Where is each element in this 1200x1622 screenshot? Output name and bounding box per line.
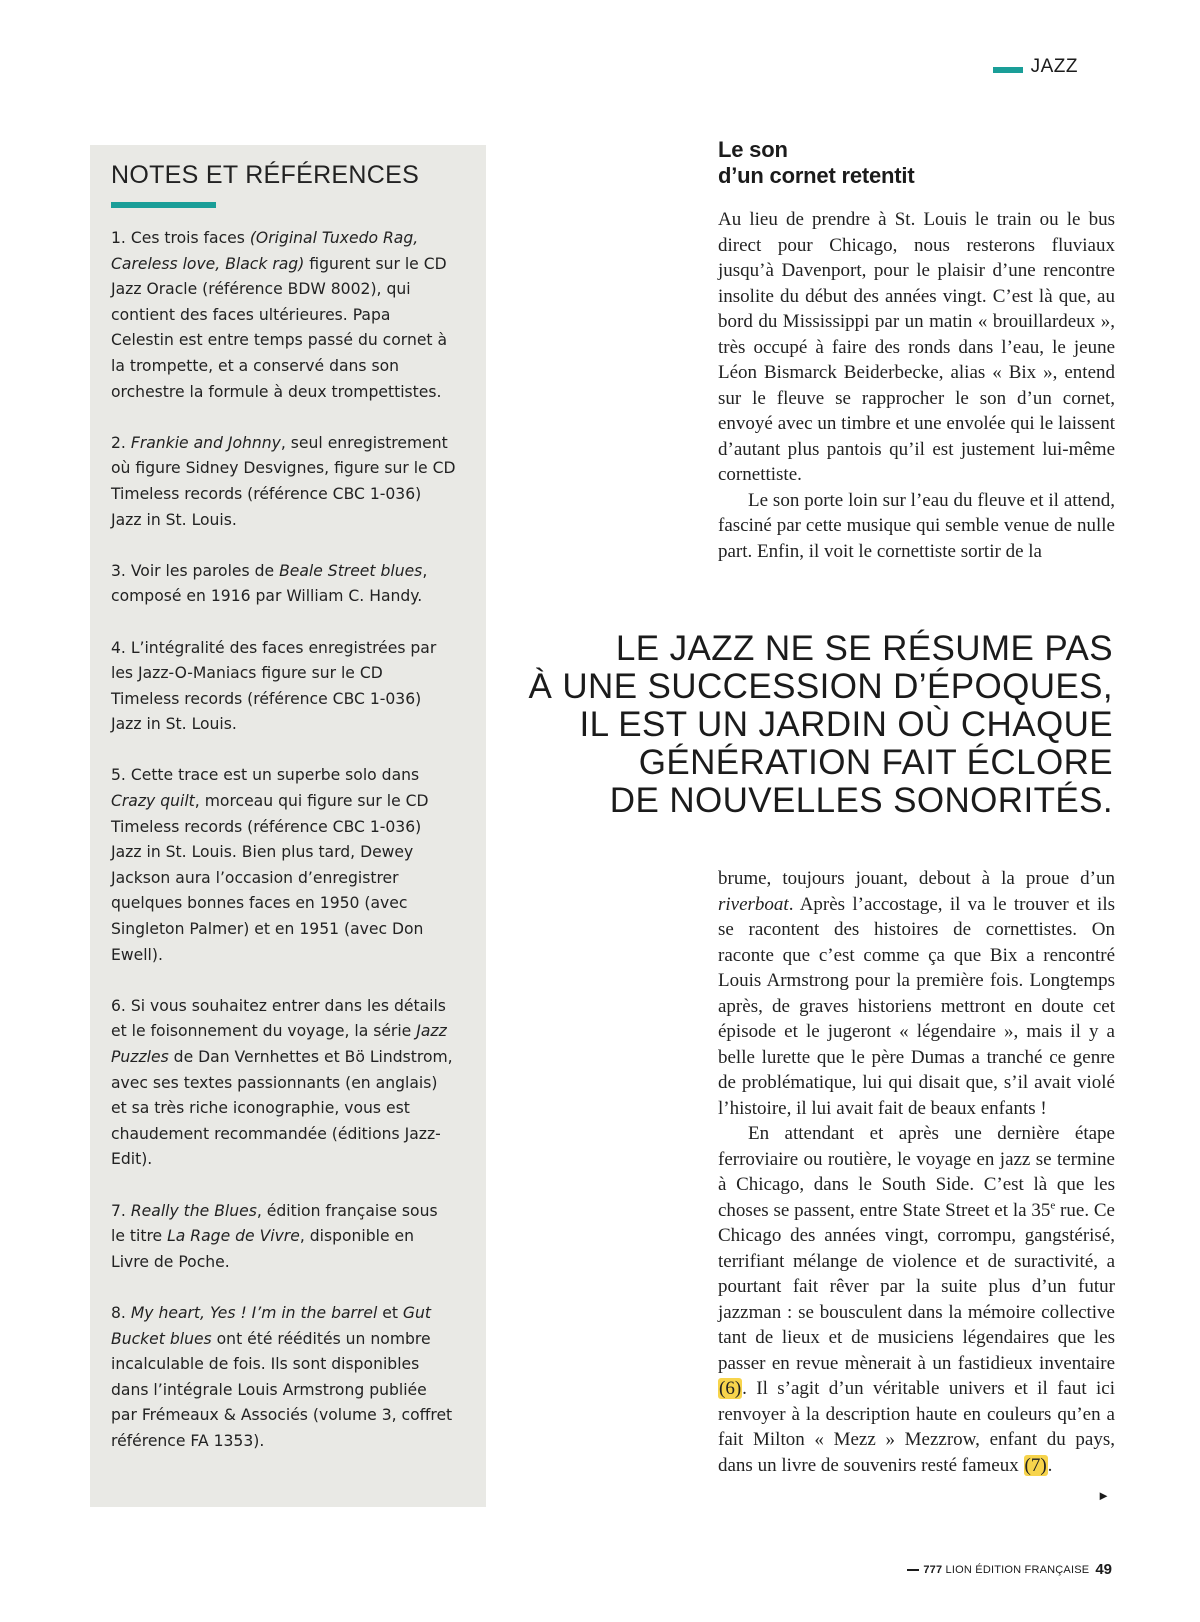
note-7: 7. Really the Blues, édition française sous le titre La Rage de Vivre, disponible en Livre de Poche.: [111, 1201, 438, 1271]
subheading-line-2: d’un cornet retentit: [718, 163, 915, 188]
page-number: 49: [1095, 1561, 1112, 1578]
pull-quote-line: LE JAZZ NE SE RÉSUME PAS: [615, 629, 1113, 668]
footer-magazine: [923, 1564, 1089, 1576]
section-header: [993, 56, 1078, 78]
article-paragraph-2: Le son porte loin sur l’eau du fleuve et il attend, fasciné par cette musique qui semble venue de nulle part. Enfin, il voit le cornettiste sortir de la: [718, 489, 1115, 562]
footer-dash: [907, 1569, 919, 1571]
notes-title: NOTES ET RÉFÉRENCES: [111, 161, 420, 189]
note-2: 2. Frankie and Johnny, seul enregistrement où figure Sidney Desvignes, figure sur le CD Timeless records (référence CBC 1-036) Jazz in St. Louis.: [111, 433, 456, 529]
notes-accent-rule: [111, 202, 216, 208]
continue-arrow-icon: ►: [1097, 1488, 1110, 1503]
footnote-ref-6: (6): [719, 1378, 742, 1399]
magazine-name: LION ÉDITION FRANÇAISE: [945, 1563, 1090, 1576]
magazine-number: 777: [923, 1563, 943, 1576]
pull-quote-line: DE NOUVELLES SONORITÉS.: [609, 781, 1113, 820]
note-3: 3. Voir les paroles de Beale Street blues, composé en 1916 par William C. Handy.: [111, 561, 428, 606]
article-paragraph-4: En attendant et après une dernière étape ferroviaire ou routière, le voyage en jazz se termine à Chicago, dans le South Side. C’est là que les choses se passent, entre State Street et la 35e rue. Ce Chicago des années vingt, corrompu, gangstérisé, terrifiant mélange de violence et de suractivité, a pourtant fait rêver par la suite plus d’un futur jazzman : se bousculent dans la mémoire collective tant de lieux et de musiciens légendaires que les passer en revue mènerait à un fastidieux inventaire (6). Il s’agit d’un véritable univers et il faut ici renvoyer à la description haute en couleurs qu’en a fait Milton « Mezz » Mezzrow, enfant du pays, dans un livre de souvenirs resté fameux (7).: [718, 1123, 1115, 1476]
article-column-bottom: [718, 866, 1115, 1478]
note-5: 5. Cette trace est un superbe solo dans Crazy quilt, morceau qui figure sur le CD Timeless records (référence CBC 1-036) Jazz in St. Louis. Bien plus tard, Dewey Jackson aura l’occasion d’enregistrer quelques bonnes faces en 1950 (avec Singleton Palmer) et en 1951 (avec Don Ewell).: [111, 766, 429, 964]
notes-panel: [90, 145, 486, 1507]
pull-quote-line: À UNE SUCCESSION D’ÉPOQUES,: [528, 667, 1113, 706]
note-8: 8. My heart, Yes ! I’m in the barrel et Gut Bucket blues ont été réédités un nombre incalculable de fois. Ils sont disponibles dans l’intégrale Louis Armstrong publiée par Frémeaux & Associés (volume 3, coffret référence FA 1353).: [111, 1303, 453, 1450]
article-paragraph-1: Au lieu de prendre à St. Louis le train ou le bus direct pour Chicago, nous resterons fluviaux jusqu’à Davenport, pour le plaisir d’une rencontre insolite du début des années vingt. C’est là que, au bord du Mississippi par un matin « brouillardeux », très occupé à faire des ronds dans l’eau, le jeune Léon Bismarck Beiderbecke, alias « Bix », entend sur le fleuve se rapprocher le son d’un cornet, envoyé avec un timbre et une envolée qui le laissent d’autant plus pantois qu’il est justement lui-même cornettiste.: [718, 209, 1115, 485]
article-subheading: [718, 137, 914, 189]
article-column-top: [718, 207, 1115, 564]
article-paragraph-3: brume, toujours jouant, debout à la proue d’un riverboat. Après l’accostage, il va le trouver et ils se racontent des histoires de cornettistes. On raconte que c’est comme ça que Bix a rencontré Louis Armstrong pour la première fois. Longtemps après, de graves historiens mettront en doute cet épisode et le jugeront « légendaire », mais il y a belle lurette que le père Dumas a tranché ce genre de problématique, lui qui disait que, s’il avait violé l’histoire, il lui avait fait de beaux enfants !: [718, 868, 1115, 1119]
note-1: 1. Ces trois faces (Original Tuxedo Rag, Careless love, Black rag) figurent sur le CD Jazz Oracle (référence BDW 8002), qui contient des faces ultérieures. Papa Celestin est entre temps passé du cornet à la trompette, et a conservé dans son orchestre la formule à deux trompettistes.: [111, 229, 448, 401]
pull-quote: [528, 630, 1113, 820]
pull-quote-line: GÉNÉRATION FAIT ÉCLORE: [638, 743, 1113, 782]
note-6: 6. Si vous souhaitez entrer dans les détails et le foisonnement du voyage, la série Jazz Puzzles de Dan Vernhettes et Bö Lindstrom, avec ses textes passionnants (en anglais) et sa très riche iconographie, vous est chaudement recommandée (éditions Jazz-Edit).: [111, 996, 453, 1169]
footnote-ref-7: (7): [1024, 1454, 1047, 1476]
subheading-line-1: Le son: [718, 137, 788, 162]
page-footer: [907, 1561, 1112, 1578]
pull-quote-line: IL EST UN JARDIN OÙ CHAQUE: [579, 705, 1113, 744]
section-accent-bar: [993, 67, 1023, 73]
note-4: 4. L’intégralité des faces enregistrées par les Jazz-O-Maniacs figure sur le CD Timeless records (référence CBC 1-036) Jazz in St. Louis.: [111, 638, 437, 734]
section-label: JAZZ: [1030, 56, 1078, 77]
